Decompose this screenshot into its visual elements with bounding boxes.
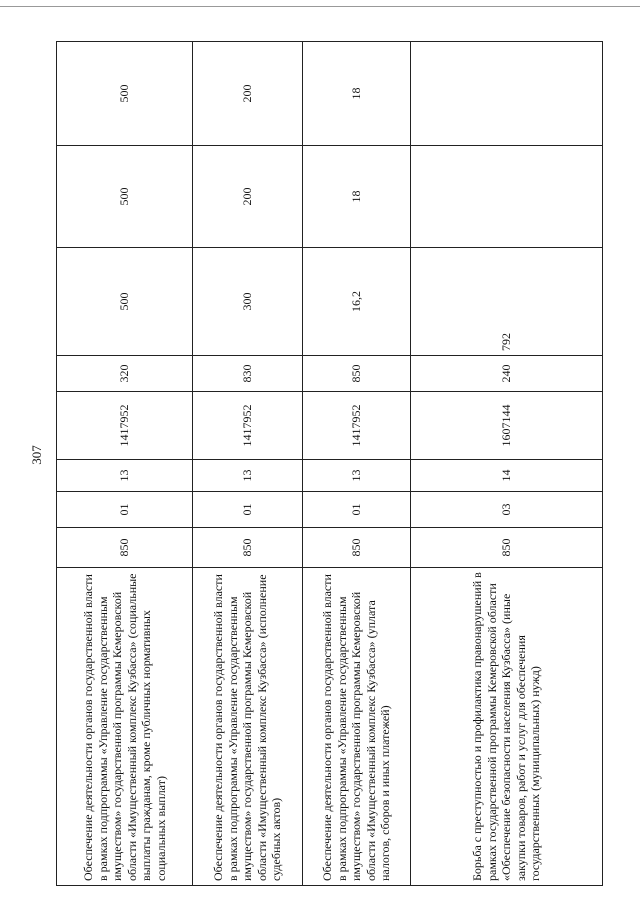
ministry-code: 850 — [193, 528, 303, 568]
section-code: 01 — [303, 492, 411, 528]
row-name: Обеспечение деятельности органов государственной власти в рамках подпрограммы «Управление государственным имуществом» государственной программы Кемеровской области «Имущественный комплекс Кузбасса» (уплата налогов, сборов и иных платежей) — [303, 568, 411, 886]
subsection-code: 13 — [57, 460, 193, 492]
type-code: 850 — [303, 356, 411, 392]
ministry-code: 850 — [411, 528, 603, 568]
ministry-code: 850 — [57, 528, 193, 568]
subsection-code: 13 — [303, 460, 411, 492]
year3-value — [411, 42, 603, 146]
type-code: 320 — [57, 356, 193, 392]
target-code: 1607144 — [411, 392, 603, 460]
table-row — [57, 42, 193, 886]
rotated-table-container — [56, 42, 602, 886]
year1-value: 792 — [411, 248, 603, 356]
subsection-code: 13 — [193, 460, 303, 492]
row-name: Обеспечение деятельности органов государственной власти в рамках подпрограммы «Управление государственным имуществом» государственной программы Кемеровской области «Имущественный комплекс Кузбасса» (исполнение судебных актов) — [193, 568, 303, 886]
top-rule — [0, 6, 640, 7]
section-code: 01 — [193, 492, 303, 528]
year3-value: 18 — [303, 42, 411, 146]
row-name: Борьба с преступностью и профилактика правонарушений в рамках государственной программы Кемеровской области «Обеспечение безопасности населения Кузбасса» (иные закупки товаров, работ и услуг для обеспечения государственных (муниципальных) нужд) — [411, 568, 603, 886]
page-number: 307 — [29, 445, 44, 465]
subsection-code: 14 — [411, 460, 603, 492]
year2-value: 18 — [303, 146, 411, 248]
section-code: 03 — [411, 492, 603, 528]
year1-value: 500 — [57, 248, 193, 356]
type-code: 240 — [411, 356, 603, 392]
year2-value: 200 — [193, 146, 303, 248]
year3-value: 500 — [57, 42, 193, 146]
type-code: 830 — [193, 356, 303, 392]
table-row — [303, 42, 411, 886]
section-code: 01 — [57, 492, 193, 528]
year1-value: 300 — [193, 248, 303, 356]
ministry-code: 850 — [303, 528, 411, 568]
budget-table — [56, 41, 603, 886]
year1-value: 16,2 — [303, 248, 411, 356]
table-row — [193, 42, 303, 886]
year2-value: 500 — [57, 146, 193, 248]
row-name: Обеспечение деятельности органов государственной власти в рамках подпрограммы «Управление государственным имуществом» государственной программы Кемеровской области «Имущественный комплекс Кузбасса» (социальные выплаты гражданам, кроме публичных нормативных социальных выплат) — [57, 568, 193, 886]
target-code: 1417952 — [57, 392, 193, 460]
target-code: 1417952 — [303, 392, 411, 460]
table-row — [411, 42, 603, 886]
target-code: 1417952 — [193, 392, 303, 460]
year2-value — [411, 146, 603, 248]
year3-value: 200 — [193, 42, 303, 146]
